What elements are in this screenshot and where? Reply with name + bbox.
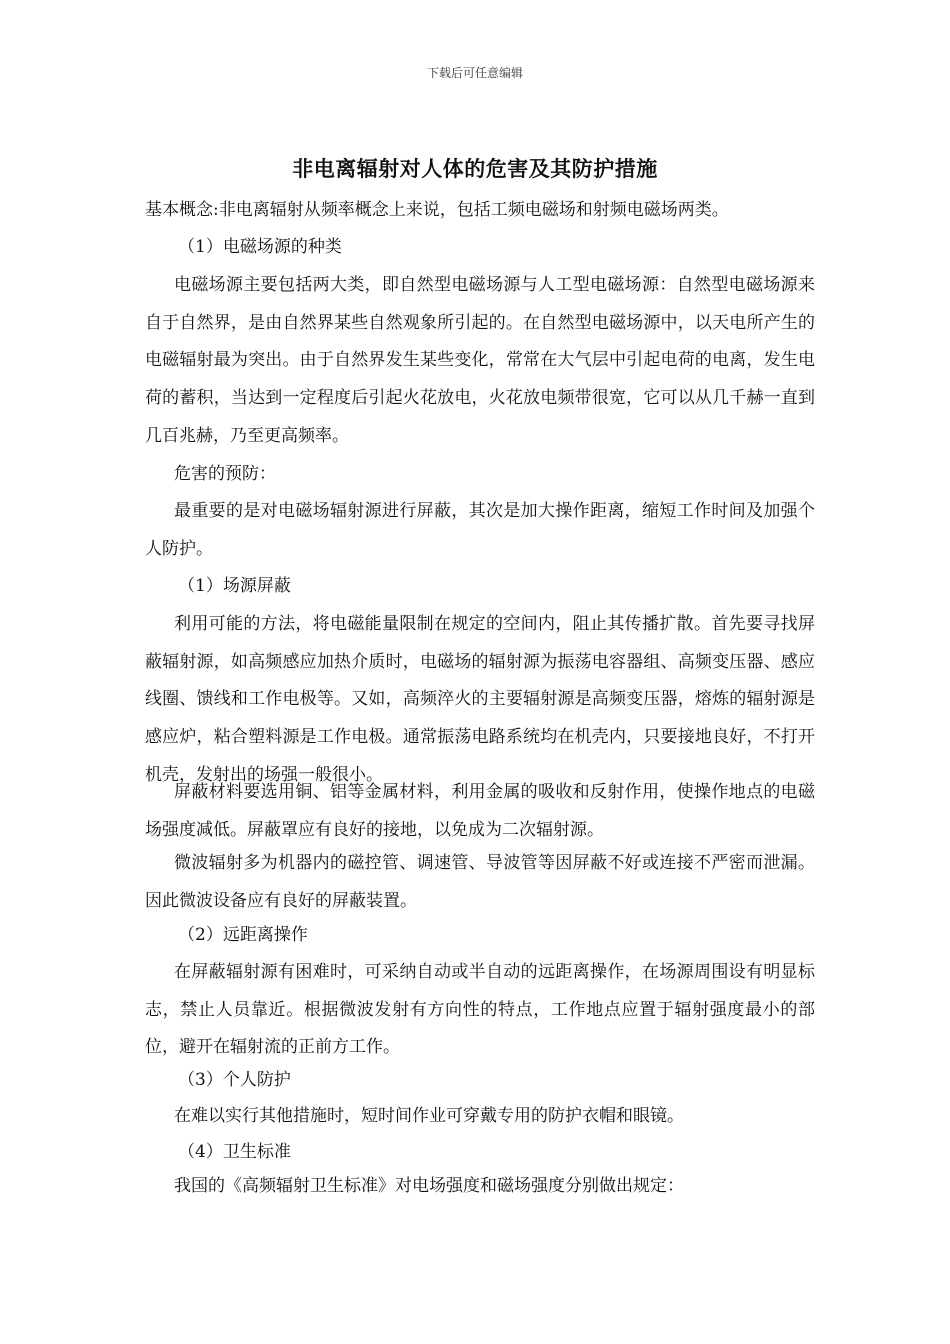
document-title: 非电离辐射对人体的危害及其防护措施 bbox=[292, 157, 658, 181]
paragraph-shielding-materials: 屏蔽材料要选用铜、铝等金属材料，利用金属的吸收和反射作用，使操作地点的电磁场强度减低。屏蔽罩应有良好的接地，以免成为二次辐射源。 bbox=[145, 782, 815, 840]
section-heading-field-source-types: （1）电磁场源的种类 bbox=[178, 237, 342, 257]
section-heading-hygiene-standard: （4）卫生标准 bbox=[178, 1142, 291, 1162]
section-heading-personal-protection: （3）个人防护 bbox=[178, 1070, 291, 1090]
paragraph-prevention-summary: 最重要的是对电磁场辐射源进行屏蔽，其次是加大操作距离，缩短工作时间及加强个人防护。 bbox=[145, 501, 815, 559]
section-heading-prevention: 危害的预防： bbox=[174, 464, 276, 484]
paragraph-hygiene-standard: 我国的《高频辐射卫生标准》对电场强度和磁场强度分别做出规定： bbox=[174, 1176, 684, 1196]
paragraph-remote-operation: 在屏蔽辐射源有困难时，可采纳自动或半自动的远距离操作，在场源周围设有明显标志，禁止人员靠近。根据微波发射有方向性的特点，工作地点应置于辐射强度最小的部位，避开在辐射流的正前方工作。 bbox=[145, 962, 815, 1058]
paragraph-shielding: 利用可能的方法，将电磁能量限制在规定的空间内，阻止其传播扩散。首先要寻找屏蔽辐射源，如高频感应加热介质时，电磁场的辐射源为振荡电容器组、高频变压器、感应线圈、馈线和工作电极等。又如，高频淬火的主要辐射源是高频变压器，熔炼的辐射源是感应炉，粘合塑料源是工作电极。通常振荡电路系统均在机壳内，只要接地良好，不打开机壳，发射出的场强一般很小。 bbox=[145, 614, 815, 785]
paragraph-basic-concept: 基本概念:非电离辐射从频率概念上来说，包括工频电磁场和射频电磁场两类。 bbox=[145, 200, 729, 220]
paragraph-personal-protection: 在难以实行其他措施时，短时间作业可穿戴专用的防护衣帽和眼镜。 bbox=[174, 1106, 684, 1126]
paragraph-microwave-leakage: 微波辐射多为机器内的磁控管、调速管、导波管等因屏蔽不好或连接不严密而泄漏。因此微波设备应有良好的屏蔽装置。 bbox=[145, 853, 815, 911]
section-heading-shielding: （1）场源屏蔽 bbox=[178, 576, 291, 596]
page-header: 下载后可任意编辑 bbox=[426, 66, 523, 80]
paragraph-field-sources: 电磁场源主要包括两大类，即自然型电磁场源与人工型电磁场源：自然型电磁场源来自于自然界，是由自然界某些自然观象所引起的。在自然型电磁场源中，以天电所产生的电磁辐射最为突出。由于自然界发生某些变化，常常在大气层中引起电荷的电离，发生电荷的蓄积，当达到一定程度后引起火花放电，火花放电频带很宽，它可以从几千赫一直到几百兆赫，乃至更高频率。 bbox=[145, 275, 815, 446]
section-heading-remote-operation: （2）远距离操作 bbox=[178, 925, 308, 945]
